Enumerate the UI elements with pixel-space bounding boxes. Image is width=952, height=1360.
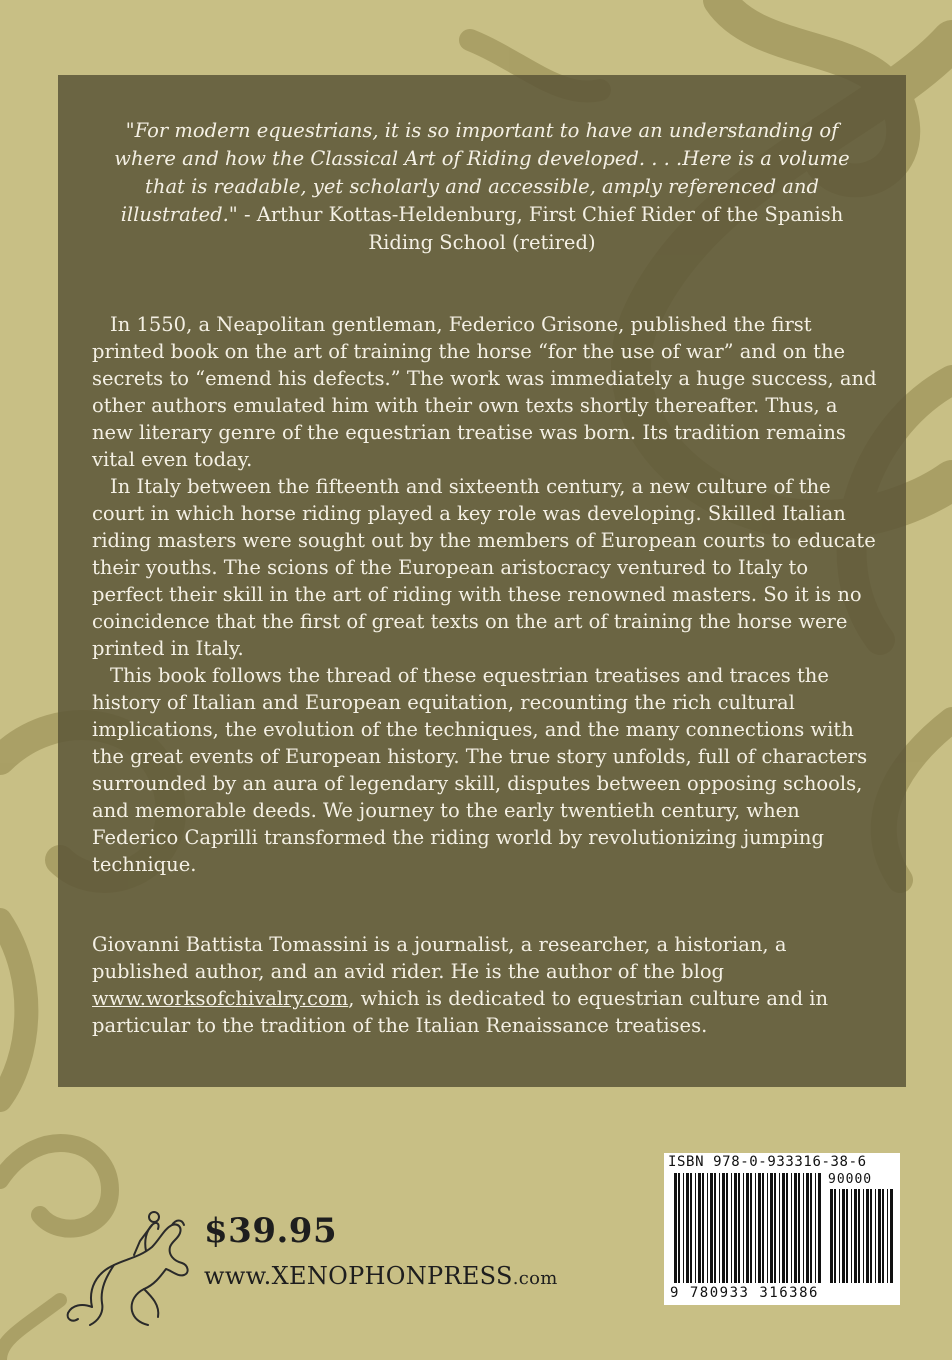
quote-text: "For modern equestrians, it is so important to have an understanding of where and how the Classical Art of Riding developed. . . .Here is a volume that is readable, yet scholarly and accessible, amply referenced and illustrated.": [114, 119, 850, 226]
description-paragraph-2: In Italy between the fifteenth and sixteenth century, a new culture of the court in which horse riding played a key role was developing. Skilled Italian riding masters were sought out by the members of European courts to educate their youths. The scions of the European aristocracy ventured to Italy to perfect their skill in the art of riding with these renowned masters. So it is no coincidence that the first of great texts on the art of training the horse were printed in Italy.: [92, 475, 876, 660]
bio-text-start: Giovanni Battista Tomassini is a journalist, a researcher, a historian, a published author, and an avid rider. He is the author of the blog: [92, 933, 787, 983]
ean-number: 9 780933 316386: [670, 1285, 819, 1301]
barcode-addon-number: 90000: [828, 1172, 873, 1187]
publisher-website[interactable]: [204, 1262, 558, 1290]
book-description: [92, 311, 882, 878]
author-bio: [92, 931, 882, 1039]
website-host: www.XENOPHONPRESS: [204, 1262, 513, 1290]
bio-text-end: , which is dedicated to equestrian culture and in particular to the tradition of the Italian Renaissance treatises.: [92, 987, 829, 1037]
blog-link[interactable]: www.worksofchivalry.com: [92, 987, 349, 1010]
horse-rider-levade-icon: [60, 1185, 200, 1335]
endorsement-quote: [100, 117, 864, 257]
description-paragraph-3: This book follows the thread of these equestrian treatises and traces the history of Italian and European equitation, recounting the rich cultural implications, the evolution of the techniques, and the many connections with the great events of European history. The true story unfolds, full of characters surrounded by an aura of legendary skill, disputes between opposing schools, and memorable deeds. We journey to the early twentieth century, when Federico Caprilli transformed the riding world by revolutionizing jumping technique.: [92, 664, 868, 876]
price: $39.95: [204, 1211, 338, 1251]
isbn-label: ISBN 978-0-933316-38-6: [668, 1154, 867, 1170]
website-tld: .com: [512, 1268, 558, 1289]
quote-attribution: - Arthur Kottas-Heldenburg, First Chief Rider of the Spanish Riding School (retired): [237, 203, 844, 254]
description-paragraph-1: In 1550, a Neapolitan gentleman, Federico Grisone, published the first printed book on the art of training the horse “for the use of war” and on the secrets to “emend his defects.” The work was immediately a huge success, and other authors emulated him with their own texts shortly thereafter. Thus, a new literary genre of the equestrian treatise was born. Its tradition remains vital even today.: [92, 313, 877, 471]
back-cover-panel: [58, 75, 906, 1087]
isbn-barcode: [664, 1153, 900, 1305]
